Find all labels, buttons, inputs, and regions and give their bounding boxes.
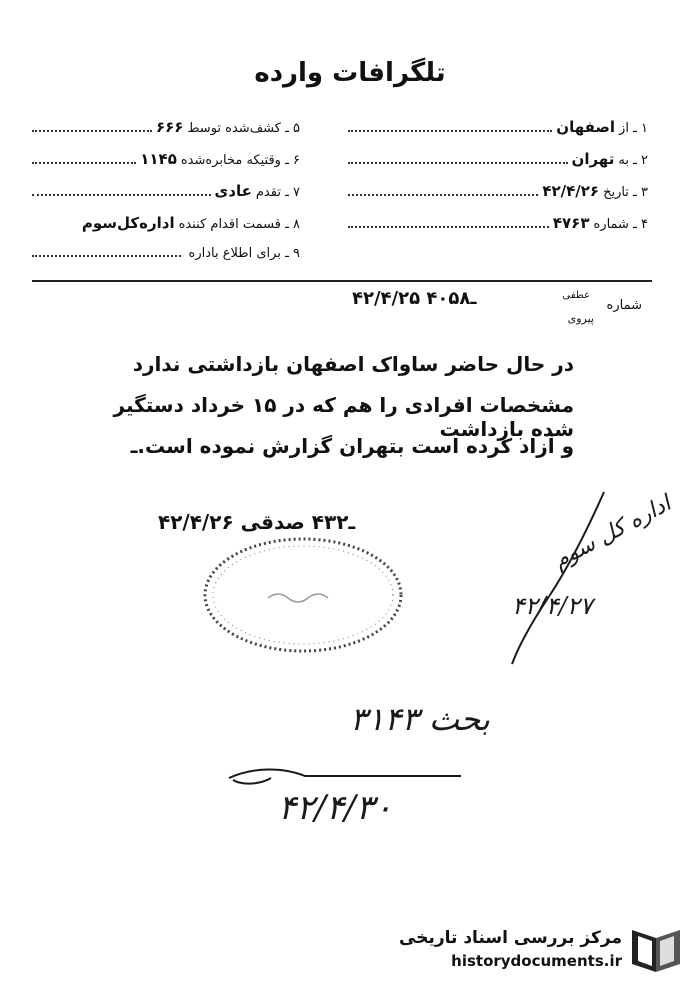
handwritten-bottom-date: ۴۲/۴/۳۰ — [278, 788, 393, 828]
handwritten-side-note: اداره کل سوم — [549, 491, 676, 574]
field-number — [348, 214, 648, 232]
footer-org-name: مرکز بررسی اسناد تاریخی — [399, 928, 622, 948]
field-date — [348, 182, 648, 200]
field-action-dept-label: ۸ ـ قسمت اقدام کننده — [178, 217, 300, 232]
handwritten-bottom-note: بحث ۳۱۴۳ — [350, 700, 490, 738]
field-priority — [32, 182, 300, 200]
body-line-1: در حال حاضر ساواک اصفهان بازداشتی ندارد — [132, 352, 574, 376]
reference-number: ۴۲/۴/۲۵ ـ۴۰۵۸ — [352, 288, 477, 309]
field-to — [348, 150, 648, 168]
dotted-line — [348, 162, 568, 164]
field-decoded-by-label: ۵ ـ کشف‌شده توسط — [187, 121, 300, 136]
field-priority-value: عادی — [214, 182, 252, 200]
field-sent-time-label: ۶ ـ وقتیکه مخابره‌شده — [180, 153, 300, 168]
signature-line: ۴۲/۴/۲۶ ـ۴۳۲ صدقی — [158, 510, 356, 534]
field-for-info — [32, 246, 300, 261]
body-line-2: مشخصات افرادی را هم که در ۱۵ خرداد دستگیر شده بازداشت — [113, 393, 574, 441]
dotted-line — [348, 226, 549, 228]
body-line-3: و آزاد کرده است بتهران گزارش نموده است.ـ — [130, 434, 574, 458]
dotted-line — [32, 194, 211, 196]
handwritten-side-date: ۴۲/۴/۲۷ — [512, 592, 593, 620]
dotted-line — [348, 194, 538, 196]
reference-upper: عطفی — [562, 290, 590, 301]
field-sent-time — [32, 150, 300, 168]
dotted-line — [32, 130, 152, 132]
field-action-dept-value: اداره‌کل‌سوم — [81, 214, 175, 232]
field-decoded-by-value: ۶۶۶ — [156, 118, 184, 136]
field-date-label: ۳ ـ تاریخ — [603, 185, 648, 200]
field-priority-label: ۷ ـ تقدم — [255, 185, 300, 200]
field-to-value: تهران — [571, 150, 615, 168]
field-sent-time-value: ۱۱۴۵ — [140, 150, 177, 168]
field-number-value: ۴۷۶۳ — [552, 214, 590, 232]
field-number-label: ۴ ـ شماره — [593, 217, 648, 232]
book-logo-icon — [626, 922, 686, 978]
dotted-line — [348, 130, 552, 132]
dotted-line — [32, 255, 181, 257]
field-for-info-label: ۹ ـ برای اطلاع باداره — [188, 246, 300, 261]
handwritten-bracket — [508, 488, 618, 668]
footer-site: historydocuments.ir — [451, 952, 622, 970]
field-to-label: ۲ ـ به — [618, 153, 648, 168]
field-from-label: ۱ ـ از — [619, 121, 648, 136]
reference-lower: پیروی — [567, 312, 594, 325]
field-action-dept — [32, 214, 300, 232]
field-from-value: اصفهان — [556, 118, 616, 136]
faded-stamp — [198, 530, 408, 660]
document-title: تلگرافات وارده — [254, 58, 446, 88]
field-date-value: ۴۲/۴/۲۶ — [542, 182, 600, 200]
dotted-line — [32, 162, 136, 164]
reference-label: شماره — [606, 298, 642, 313]
header-divider — [32, 280, 652, 282]
field-decoded-by — [32, 118, 300, 136]
field-from — [348, 118, 648, 136]
